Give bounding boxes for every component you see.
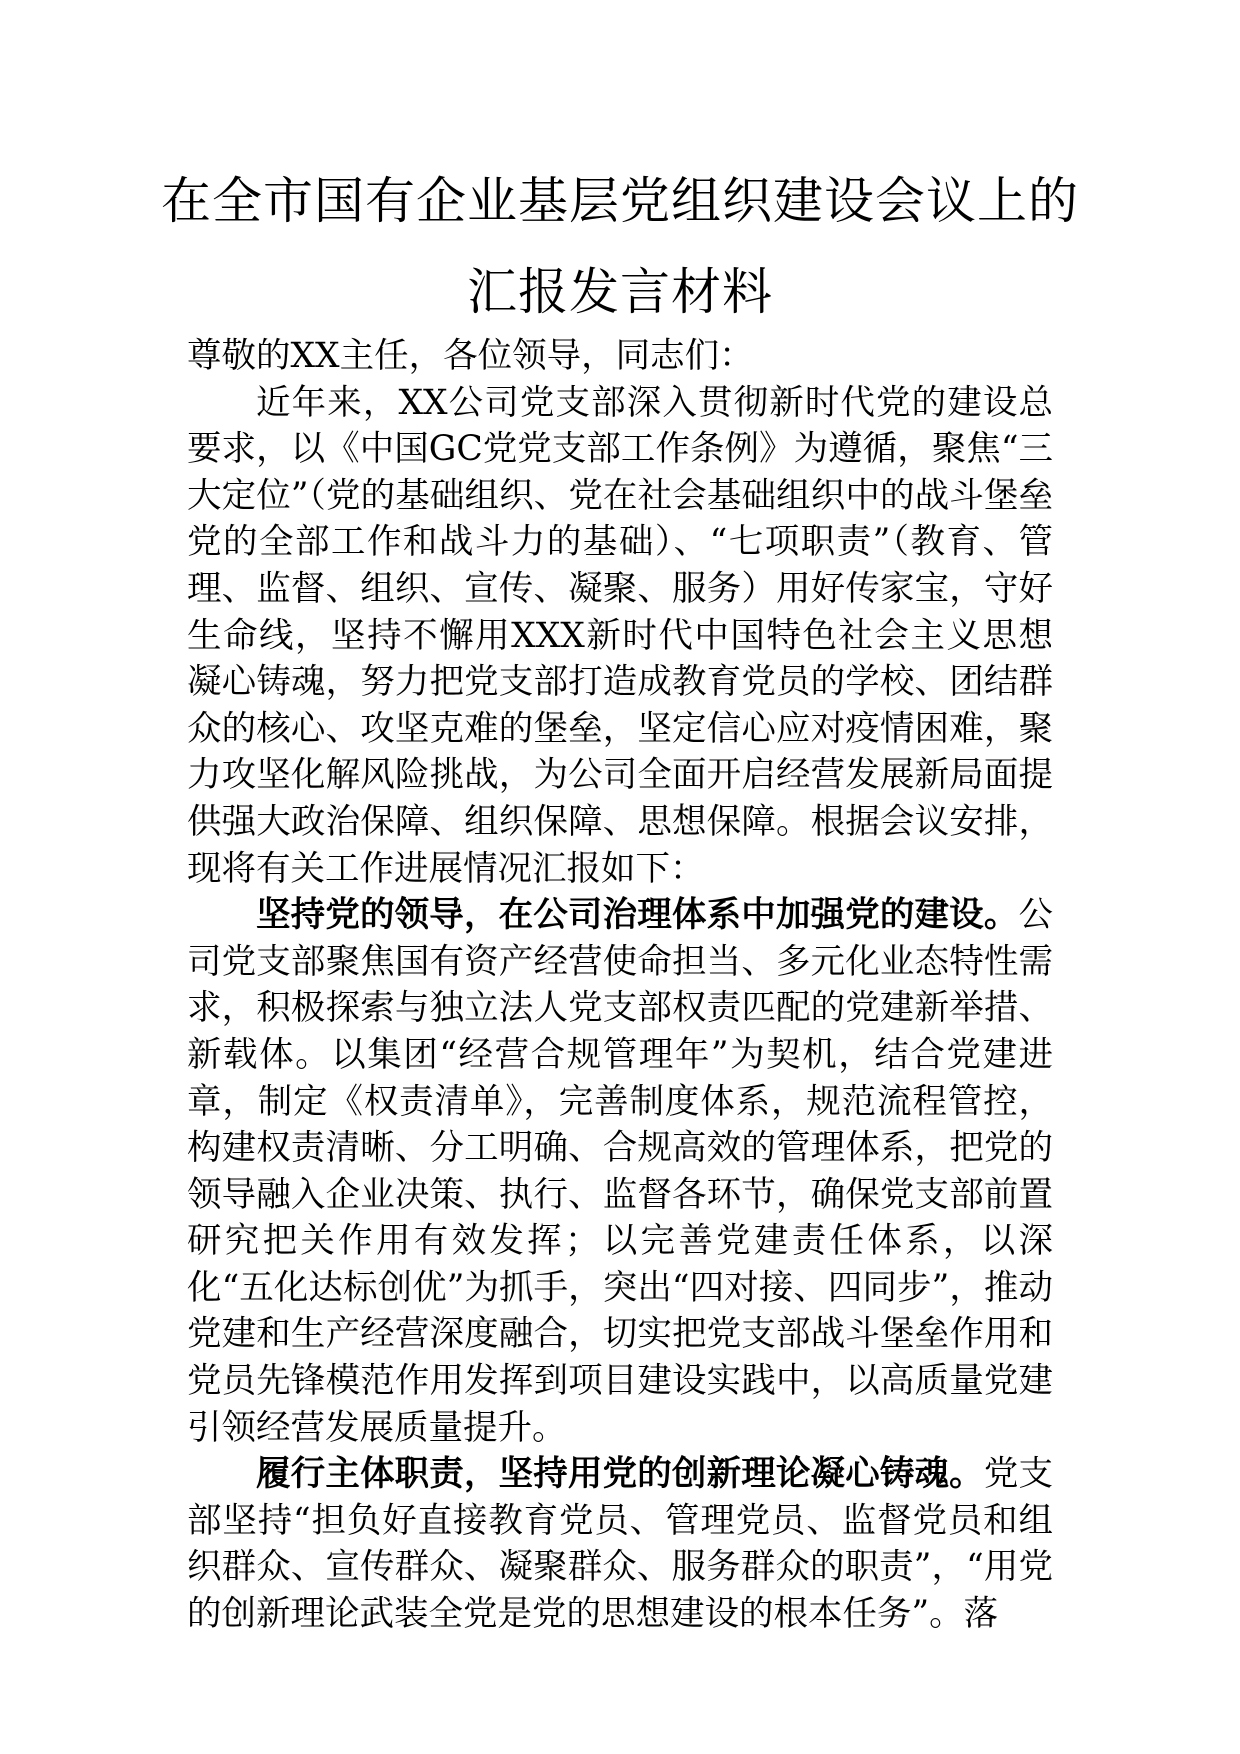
- paragraph-main-responsibility-heading: 履行主体职责，坚持用党的创新理论凝心铸魂。: [256, 1454, 984, 1495]
- paragraph-party-leadership-text: 公司党支部聚焦国有资产经营使命担当、多元化业态特性需求，积极探索与独立法人党支部权责匹配的党建新举措、新载体。以集团“经营合规管理年”为契机，结合党建进章，制定《权责清单》，完善制度体系，规范流程管控，构建权责清晰、分工明确、合规高效的管理体系，把党的领导融入企业决策、执行、监督各环节，确保党支部前置研究把关作用有效发挥；以完善党建责任体系，以深化“五化达标创优”为抓手，突出“四对接、四同步”，推动党建和生产经营深度融合，切实把党支部战斗堡垒作用和党员先锋模范作用发挥到项目建设实践中，以高质量党建引领经营发展质量提升。: [187, 895, 1053, 1448]
- paragraph-party-leadership: [187, 892, 1053, 1451]
- paragraph-intro-text: 近年来，XX公司党支部深入贯彻新时代党的建设总要求，以《中国GC党党支部工作条例》为遵循，聚焦“三大定位”（党的基础组织、党在社会基础组织中的战斗堡垒党的全部工作和战斗力的基础）、“七项职责”（教育、管理、监督、组织、宣传、凝聚、服务）用好传家宝，守好生命线，坚持不懈用XXX新时代中国特色社会主义思想凝心铸魂，努力把党支部打造成教育党员的学校、团结群众的核心、攻坚克难的堡垒，坚定信心应对疫情困难，聚力攻坚化解风险挑战，为公司全面开启经营发展新局面提供强大政治保障、组织保障、思想保障。根据会议安排，现将有关工作进展情况汇报如下：: [187, 382, 1053, 889]
- paragraph-party-leadership-heading: 坚持党的领导，在公司治理体系中加强党的建设。: [256, 895, 1019, 936]
- salutation: 尊敬的XX主任，各位领导，同志们：: [187, 336, 754, 376]
- document-title-line-1: 在全市国有企业基层党组织建设会议上的: [161, 172, 1079, 230]
- paragraph-intro: [187, 380, 1053, 893]
- paragraph-main-responsibility: [187, 1451, 1053, 1637]
- paragraph-main-responsibility-text: 党支部坚持“担负好直接教育党员、管理党员、监督党员和组织群众、宣传群众、凝聚群众、服务群众的职责”，“用党的创新理论武装全党是党的思想建设的根本任务”。落: [187, 1454, 1054, 1635]
- document-title-line-2: 汇报发言材料: [467, 263, 773, 321]
- document-body: [187, 333, 1053, 1638]
